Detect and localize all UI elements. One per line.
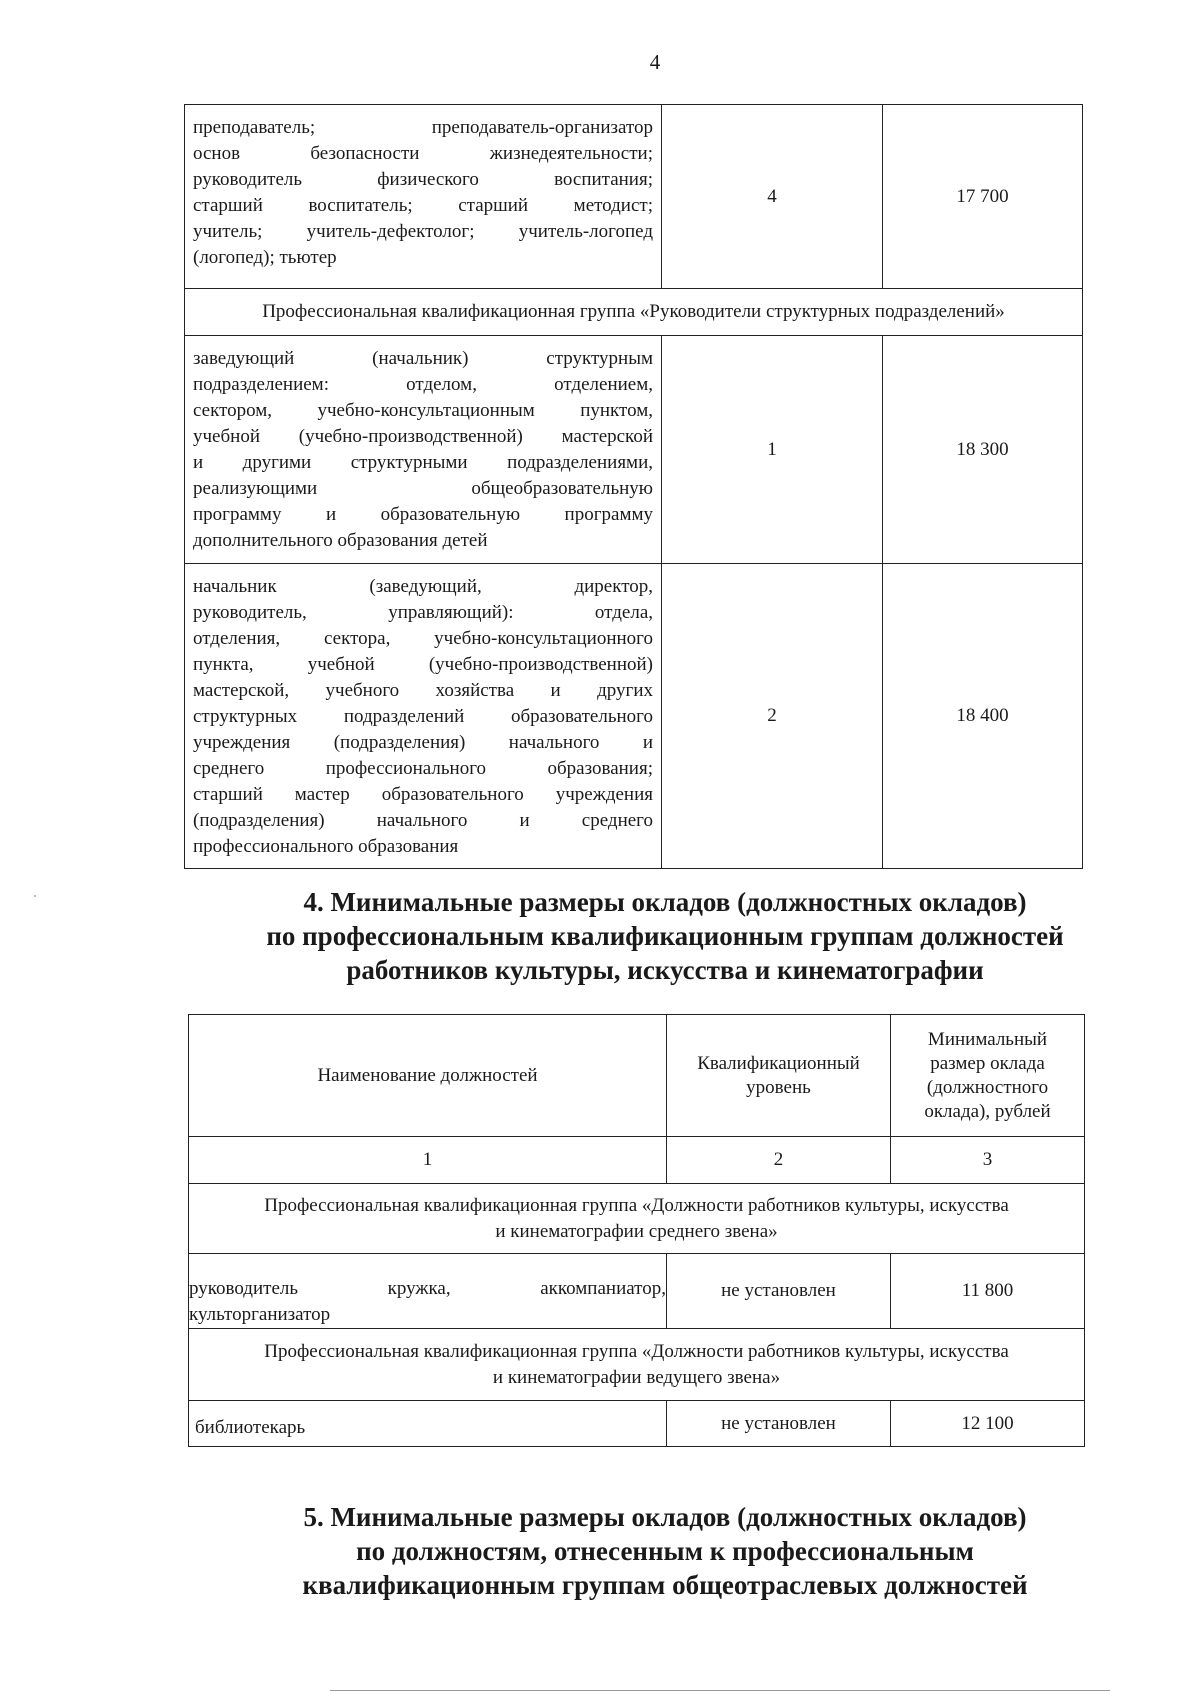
qualification-level: 1 — [662, 336, 883, 564]
header-line: оклада), рублей — [924, 1100, 1051, 1122]
table-row — [185, 564, 1083, 869]
group-row — [189, 1329, 1085, 1401]
heading-line: работников культуры, искусства и кинематографии — [346, 955, 984, 985]
heading-line: по профессиональным квалификационным группам должностей — [266, 921, 1064, 951]
header-line: размер оклада — [930, 1052, 1045, 1074]
scan-speck — [34, 895, 36, 897]
table-row — [185, 105, 1083, 289]
qualification-level: 4 — [662, 105, 883, 289]
column-header-positions: Наименование должностей — [189, 1015, 667, 1137]
description-line: (логопед); тьютер — [193, 247, 337, 268]
description-line: учреждения (подразделения) начального и — [193, 732, 653, 753]
description-line: пункта, учебной (учебно-производственной) — [193, 654, 653, 675]
description-line: (подразделения) начального и среднего — [193, 810, 653, 831]
description-line: среднего профессионального образования; — [193, 758, 653, 779]
column-numbers-row — [189, 1137, 1085, 1184]
description-line: реализующими общеобразовательную — [193, 478, 653, 499]
header-line: Минимальный — [927, 1028, 1048, 1050]
salary-value: 12 100 — [891, 1401, 1085, 1447]
table-row — [185, 336, 1083, 564]
group-line: и кинематографии ведущего звена» — [492, 1366, 781, 1388]
table-row — [189, 1401, 1085, 1447]
table-header-row — [189, 1015, 1085, 1137]
qualification-group-title: Профессиональная квалификационная группа «Руководители структурных подразделений» — [185, 289, 1083, 336]
description-line: учебной (учебно-производственной) мастерской — [193, 426, 653, 447]
column-number: 1 — [189, 1137, 667, 1184]
salary-value: 11 800 — [891, 1254, 1085, 1329]
position-description — [189, 1254, 667, 1329]
position-name: библиотекарь — [189, 1401, 667, 1447]
position-description — [185, 336, 662, 564]
description-line: заведующий (начальник) структурным — [193, 348, 653, 369]
salary-value: 17 700 — [883, 105, 1083, 289]
group-line: Профессиональная квалификационная группа «Должности работников культуры, искусства — [264, 1194, 1009, 1216]
section-heading-4 — [0, 885, 1200, 987]
description-line: культорганизатор — [189, 1304, 331, 1325]
group-line: Профессиональная квалификационная группа «Должности работников культуры, искусства — [264, 1340, 1009, 1362]
description-line: профессионального образования — [193, 836, 459, 857]
description-line: начальник (заведующий, директор, — [193, 576, 653, 597]
description-line: сектором, учебно-консультационным пунктом, — [193, 400, 653, 421]
description-line: основ безопасности жизнедеятельности; — [193, 143, 653, 164]
group-row — [189, 1184, 1085, 1254]
header-line: уровень — [746, 1076, 811, 1098]
description-line: дополнительного образования детей — [193, 530, 488, 551]
salary-value: 18 300 — [883, 336, 1083, 564]
heading-line: 5. Минимальные размеры окладов (должностных окладов) — [303, 1502, 1027, 1532]
group-row — [185, 289, 1083, 336]
table-row — [189, 1254, 1085, 1329]
qualification-level: 2 — [662, 564, 883, 869]
qualification-group-title — [189, 1184, 1085, 1254]
header-line: (должностного — [926, 1076, 1049, 1098]
header-line: Квалификационный — [697, 1052, 860, 1074]
heading-line: по должностям, отнесенным к профессиональным — [356, 1536, 974, 1566]
description-line: подразделением: отделом, отделением, — [193, 374, 653, 395]
qualification-group-title — [189, 1329, 1085, 1401]
column-header-salary — [891, 1015, 1085, 1137]
qualification-level: не установлен — [667, 1401, 891, 1447]
description-line: преподаватель; преподаватель-организатор — [193, 117, 653, 138]
description-line: руководитель кружка, аккомпаниатор, — [189, 1278, 666, 1299]
heading-line: квалификационным группам общеотраслевых должностей — [302, 1570, 1028, 1600]
position-description — [185, 564, 662, 869]
salary-table-culture — [188, 1014, 1085, 1447]
description-line: отделения, сектора, учебно-консультационного — [193, 628, 653, 649]
description-line: и другими структурными подразделениями, — [193, 452, 653, 473]
section-heading-5 — [0, 1500, 1200, 1602]
description-line: программу и образовательную программу — [193, 504, 653, 525]
page-bottom-edge — [330, 1690, 1110, 1691]
page-number: 4 — [649, 50, 661, 74]
heading-line: 4. Минимальные размеры окладов (должностных окладов) — [303, 887, 1027, 917]
group-line: и кинематографии среднего звена» — [495, 1220, 778, 1242]
column-number: 3 — [891, 1137, 1085, 1184]
salary-value: 18 400 — [883, 564, 1083, 869]
description-line: руководитель физического воспитания; — [193, 169, 653, 190]
column-number: 2 — [667, 1137, 891, 1184]
column-header-level — [667, 1015, 891, 1137]
position-description — [185, 105, 662, 289]
salary-table-education — [184, 104, 1083, 869]
description-line: старший мастер образовательного учреждения — [193, 784, 653, 805]
description-line: структурных подразделений образовательного — [193, 706, 653, 727]
description-line: руководитель, управляющий): отдела, — [193, 602, 653, 623]
description-line: учитель; учитель-дефектолог; учитель-логопед — [193, 221, 653, 242]
description-line: старший воспитатель; старший методист; — [193, 195, 653, 216]
description-line: мастерской, учебного хозяйства и других — [193, 680, 653, 701]
qualification-level: не установлен — [667, 1254, 891, 1329]
